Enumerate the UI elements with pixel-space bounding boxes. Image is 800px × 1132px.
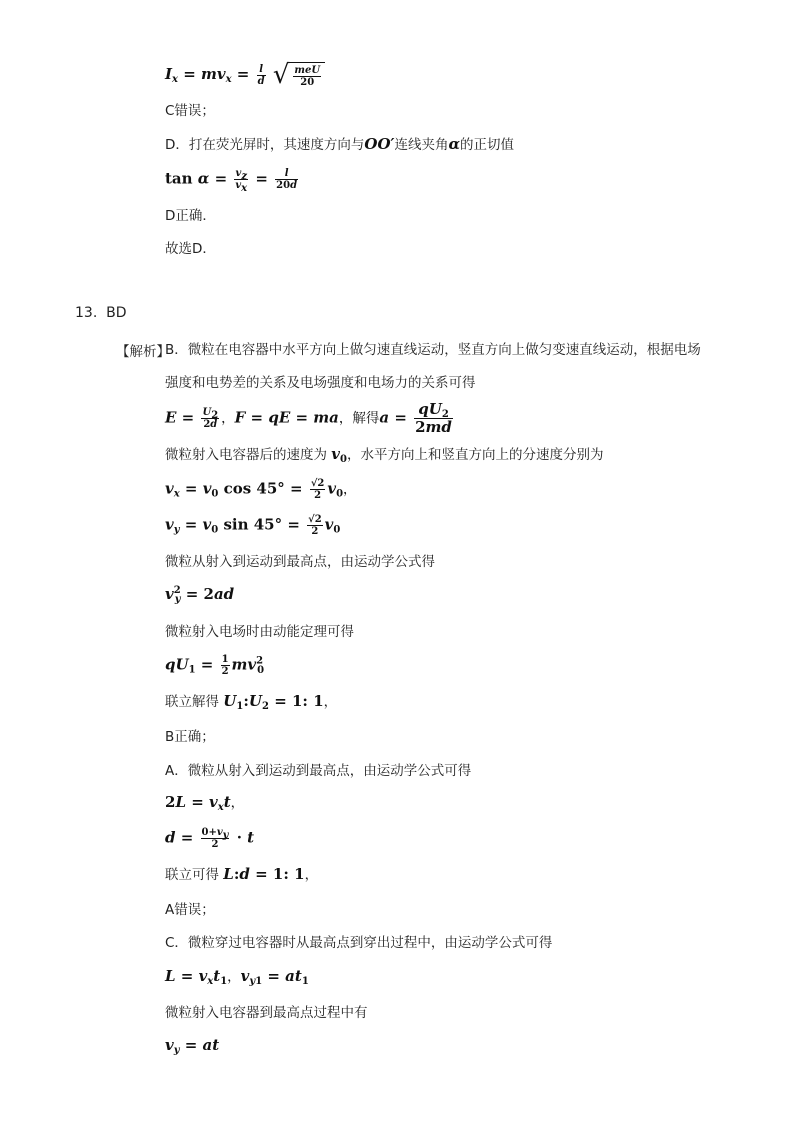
formula-ix: $I_x = mv_x$ = $\frac{l}{d}$ √ $\frac{\text{meU}}{20}$: [165, 62, 325, 88]
formula-energy: $qU_1$ = $\frac{1}{2}$ $mv^2_0$: [165, 654, 265, 677]
c-wrong-text: C错误；: [165, 103, 215, 119]
energy-text: 微粒射入电场时由动能定理可得: [165, 624, 354, 640]
b-intro-line2: 强度和电势差的关系及电场强度和电场力的关系可得: [165, 375, 476, 391]
formula-l-vy1: $L = v_xt_1$，$v_{y1} = at_1$: [165, 967, 309, 987]
formula-vy-at: $v_y$ = at: [165, 1036, 220, 1056]
formula-tan-alpha: tan α = $\frac{v_z}{v_x}$ = $\frac{l}{20d}$: [165, 168, 298, 194]
answer: BD: [106, 305, 127, 321]
formula-vy-squared: $v^2_y = 2ad$: [165, 585, 235, 605]
highest-point-text: 微粒从射入到运动到最高点，由运动学公式得: [165, 554, 435, 570]
a-wrong-text: A错误；: [165, 902, 215, 918]
formula-vx: $v_x = v_0$ cos 45° = $\frac{√2}{2}$ $v_0$，: [165, 478, 357, 501]
b-correct-text: B正确；: [165, 729, 215, 745]
c-option-text: C．微粒穿过电容器时从最高点到穿出过程中，由运动学公式可得: [165, 935, 553, 951]
formula-d: d = $\frac{0+v_y}{2}$ · t: [165, 827, 255, 850]
last-text: 微粒射入电容器到最高点过程中有: [165, 1005, 368, 1021]
question-number: 13. BD: [75, 305, 127, 321]
analysis-tag: 【解析】: [116, 344, 170, 360]
formula-2l: $2L = v_xt$，: [165, 793, 245, 813]
d-option-text: D．打在荧光屏时，其速度方向与OO′连线夹角α的正切值: [165, 135, 515, 153]
a-option-text: A．微粒从射入到运动到最高点，由运动学公式可得: [165, 763, 472, 779]
choose-text: 故选D．: [165, 241, 216, 257]
solve-l-ratio: 联立可得 L:d = 1: 1，: [165, 865, 319, 883]
speed-text: 微粒射入电容器后的速度为 $v_0$，水平方向上和竖直方向上的分速度分别为: [165, 445, 604, 465]
formula-vy: $v_y = v_0$ sin 45° = $\frac{√2}{2}$ $v_0$: [165, 514, 341, 537]
d-correct-text: D正确．: [165, 208, 216, 224]
formula-e-f-a: E = $\frac{U_2}{2d}$ ，F = qE = ma，解得a = $\frac{qU_2}{2md}$: [165, 400, 452, 436]
solve-u-ratio: 联立解得 $U_1:U_2 = 1$: 1，: [165, 692, 338, 712]
b-intro-line1: B．微粒在电容器中水平方向上做匀速直线运动，竖直方向上做匀变速直线运动，根据电场: [165, 342, 701, 358]
